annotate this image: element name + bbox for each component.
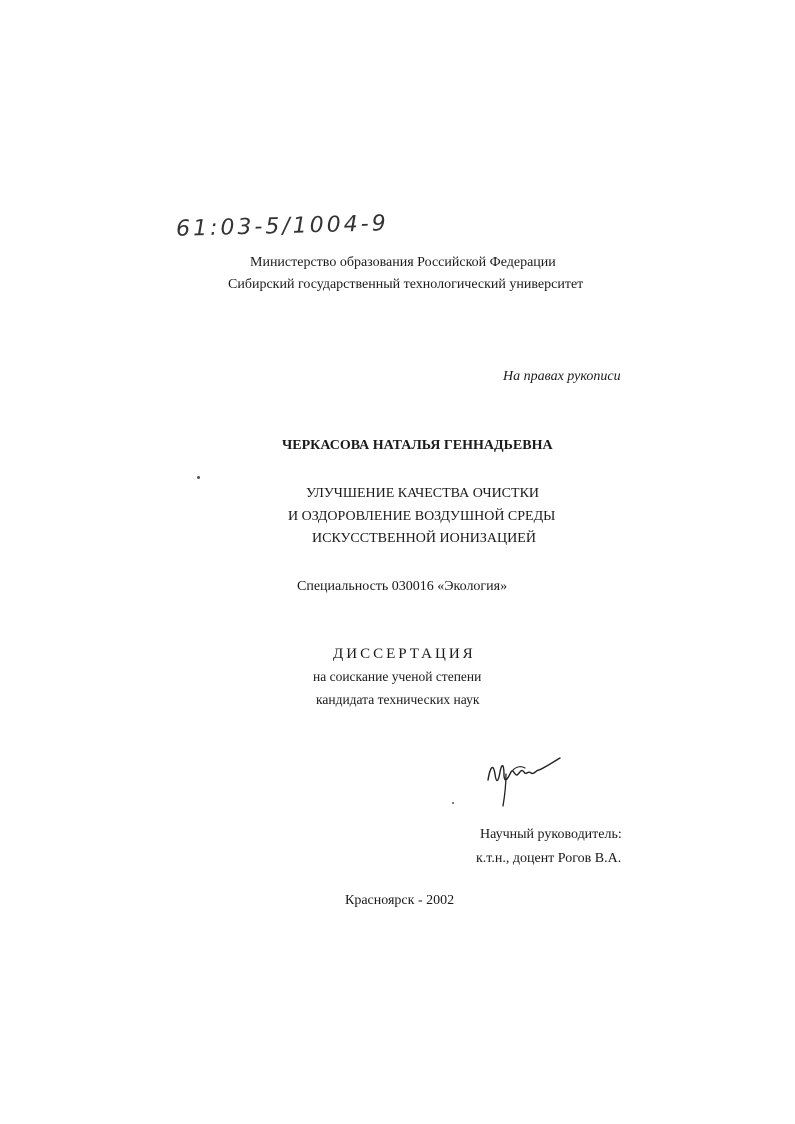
work-type: ДИССЕРТАЦИЯ <box>333 646 476 662</box>
degree-line: на соискание ученой степени <box>313 669 482 684</box>
author-name: ЧЕРКАСОВА НАТАЛЬЯ ГЕННАДЬЕВНА <box>282 438 553 453</box>
registration-number: 61:03-5/1004-9 <box>175 211 389 242</box>
specialty: Специальность 030016 «Экология» <box>297 579 508 594</box>
supervisor-label: Научный руководитель: <box>480 827 622 842</box>
ministry-name: Министерство образования Российской Федерации <box>250 255 556 270</box>
scan-speck <box>197 476 200 479</box>
degree-line: кандидата технических наук <box>316 692 480 707</box>
city-year: Красноярск - 2002 <box>345 893 455 908</box>
dissertation-title-line: И ОЗДОРОВЛЕНИЕ ВОЗДУШНОЙ СРЕДЫ <box>288 509 556 524</box>
dissertation-title-line: ИСКУССТВЕННОЙ ИОНИЗАЦИЕЙ <box>312 531 536 546</box>
supervisor-name: к.т.н., доцент Рогов В.А. <box>476 851 622 866</box>
university-name: Сибирский государственный технологический университет <box>228 277 584 292</box>
scan-speck <box>452 802 454 804</box>
dissertation-title-line: УЛУЧШЕНИЕ КАЧЕСТВА ОЧИСТКИ <box>306 486 540 501</box>
manuscript-rights-note: На правах рукописи <box>503 369 621 384</box>
supervisor-signature <box>484 748 564 810</box>
